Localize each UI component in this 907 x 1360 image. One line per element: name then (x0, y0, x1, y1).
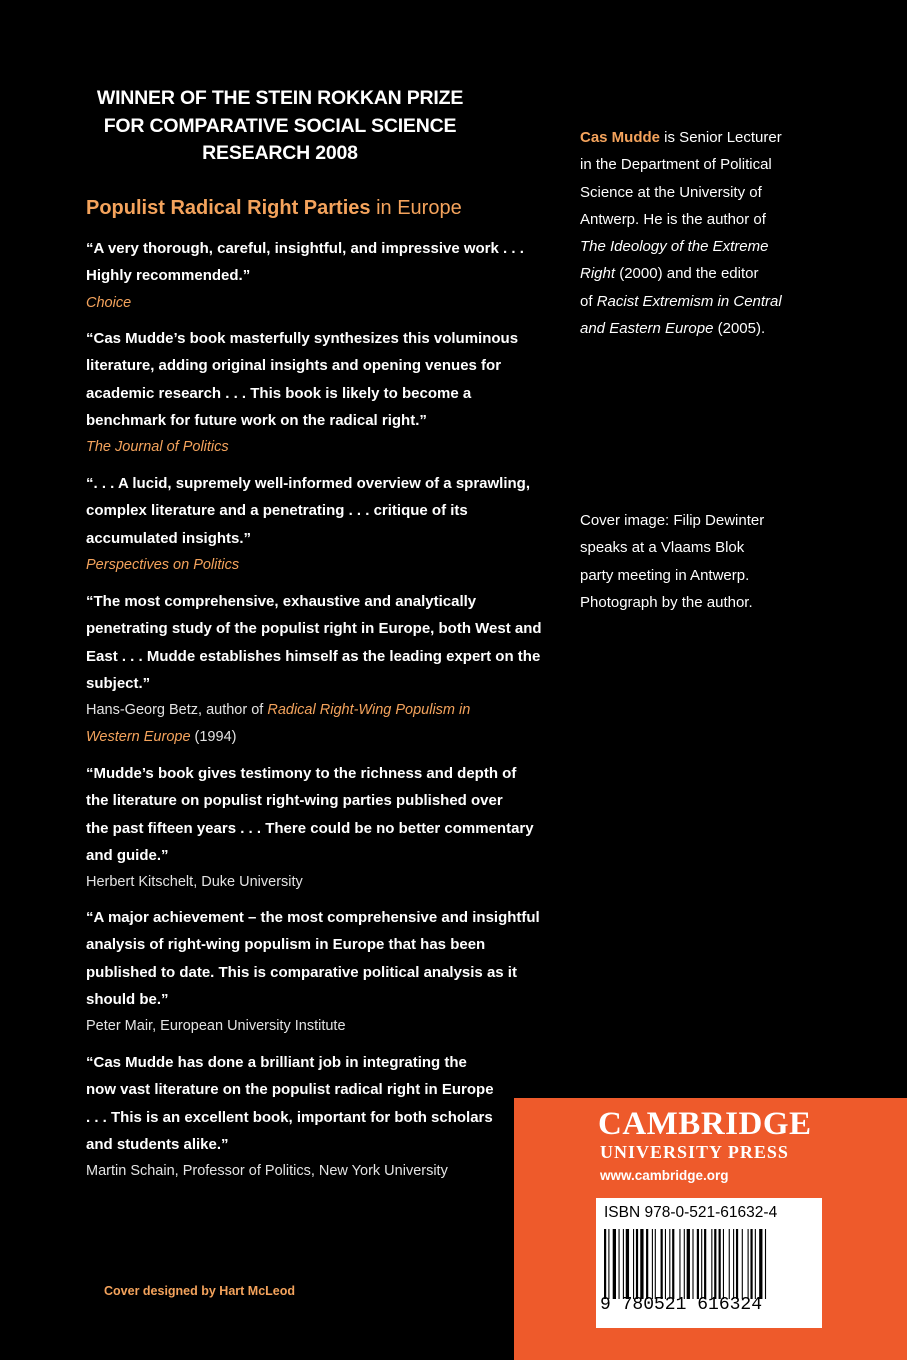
prize-line: RESEARCH 2008 (202, 142, 358, 164)
prize-line: FOR COMPARATIVE SOCIAL SCIENCE (103, 114, 457, 137)
review-quote-line: benchmark for future work on the radical right.” (86, 411, 427, 429)
prize-heading (80, 85, 480, 168)
review-quote-line: “. . . A lucid, supremely well-informed overview of a sprawling, (86, 475, 530, 492)
review (86, 235, 531, 317)
review (86, 760, 534, 896)
author-bio: Cas Mudde is Senior Lecturer in the Department of Political Science at the University of Antwerp. He is the author of The Ideology of the Extreme Right (2000) and the editor of Racist Extremism in Central and Eastern Europe (2005). (580, 129, 782, 338)
review-source: The Journal of Politics (86, 439, 229, 456)
review-source: Herbert Kitschelt, Duke University (86, 874, 303, 891)
review-quote-line: Highly recommended.” (86, 267, 251, 285)
review-quote-line: “Cas Mudde’s book masterfully synthesizes this voluminous (86, 330, 519, 347)
isbn-text: ISBN 978-0-521-61632-4 (604, 1204, 778, 1221)
review-quote-line: penetrating study of the populist right in Europe, both West and (86, 620, 542, 638)
review-source: Western Europe (1994) (86, 729, 237, 746)
publisher-block (514, 1098, 907, 1360)
review (86, 904, 540, 1040)
publisher-press: UNIVERSITY PRESS (600, 1142, 789, 1162)
review-quote-line: accumulated insights.” (86, 529, 252, 547)
review-quote-line: academic research . . . This book is likely to become a (86, 384, 472, 402)
review-quote-line: complex literature and a penetrating . . . critique of its (86, 502, 468, 520)
review-quote-line: East . . . Mudde establishes himself as the leading expert on the (86, 647, 541, 665)
author-name: Cas Mudde (580, 129, 661, 146)
review-quote-line: and guide.” (86, 846, 169, 864)
review-quote-line: “A very thorough, careful, insightful, and impressive work . . . (86, 240, 524, 257)
review-quote-line: the past fifteen years . . . There could be no better commentary (86, 819, 534, 837)
book-title (86, 194, 462, 222)
review-quote-line: “A major achievement – the most comprehensive and insightful (86, 909, 540, 926)
review-source: Hans-Georg Betz, author of Radical Right-Wing Populism in (86, 702, 471, 719)
review (86, 325, 531, 461)
review-quote-line: and students alike.” (86, 1135, 229, 1153)
review-quote-line: should be.” (86, 990, 169, 1008)
review-quote-line: analysis of right-wing populism in Europe that has been (86, 936, 486, 954)
prize-line: WINNER OF THE STEIN ROKKAN PRIZE (96, 87, 464, 109)
review-quote-line: “Cas Mudde has done a brilliant job in integrating the (86, 1054, 467, 1071)
review-quote-line: now vast literature on the populist radical right in Europe (86, 1081, 494, 1099)
review (86, 470, 531, 579)
review-source: Peter Mair, European University Institute (86, 1018, 346, 1035)
cover-designer-credit: Cover designed by Hart McLeod (104, 1284, 296, 1298)
review-source: Choice (86, 294, 132, 311)
barcode-panel (596, 1198, 822, 1328)
review-quote-line: the literature on populist right-wing parties published over (86, 792, 503, 810)
book-title-main: Populist Radical Right Parties (86, 197, 371, 219)
review-quote-line: “Mudde’s book gives testimony to the richness and depth of (86, 765, 517, 782)
review (86, 588, 542, 752)
review-source: Martin Schain, Professor of Politics, New York University (86, 1163, 448, 1180)
review-quote-line: . . . This is an excellent book, important for both scholars (86, 1108, 493, 1126)
review-quote-line: published to date. This is comparative political analysis as it (86, 963, 517, 981)
review (86, 1049, 531, 1185)
review-quote-line: “The most comprehensive, exhaustive and analytically (86, 593, 477, 610)
barcode-digits: 9 780521 616324 (600, 1295, 763, 1315)
review-quote-line: literature, adding original insights and opening venues for (86, 357, 502, 375)
cover-image-credit: Cover image: Filip Dewinter speaks at a Vlaams Blok party meeting in Antwerp. Photograph by the author. (580, 512, 765, 611)
publisher-url: www.cambridge.org (600, 1168, 729, 1183)
publisher-name: CAMBRIDGE (598, 1106, 812, 1142)
barcode-icon (602, 1229, 816, 1299)
review-source: Perspectives on Politics (86, 556, 240, 573)
book-title-rest: in Europe (370, 197, 462, 219)
review-quote-line: subject.” (86, 674, 151, 692)
